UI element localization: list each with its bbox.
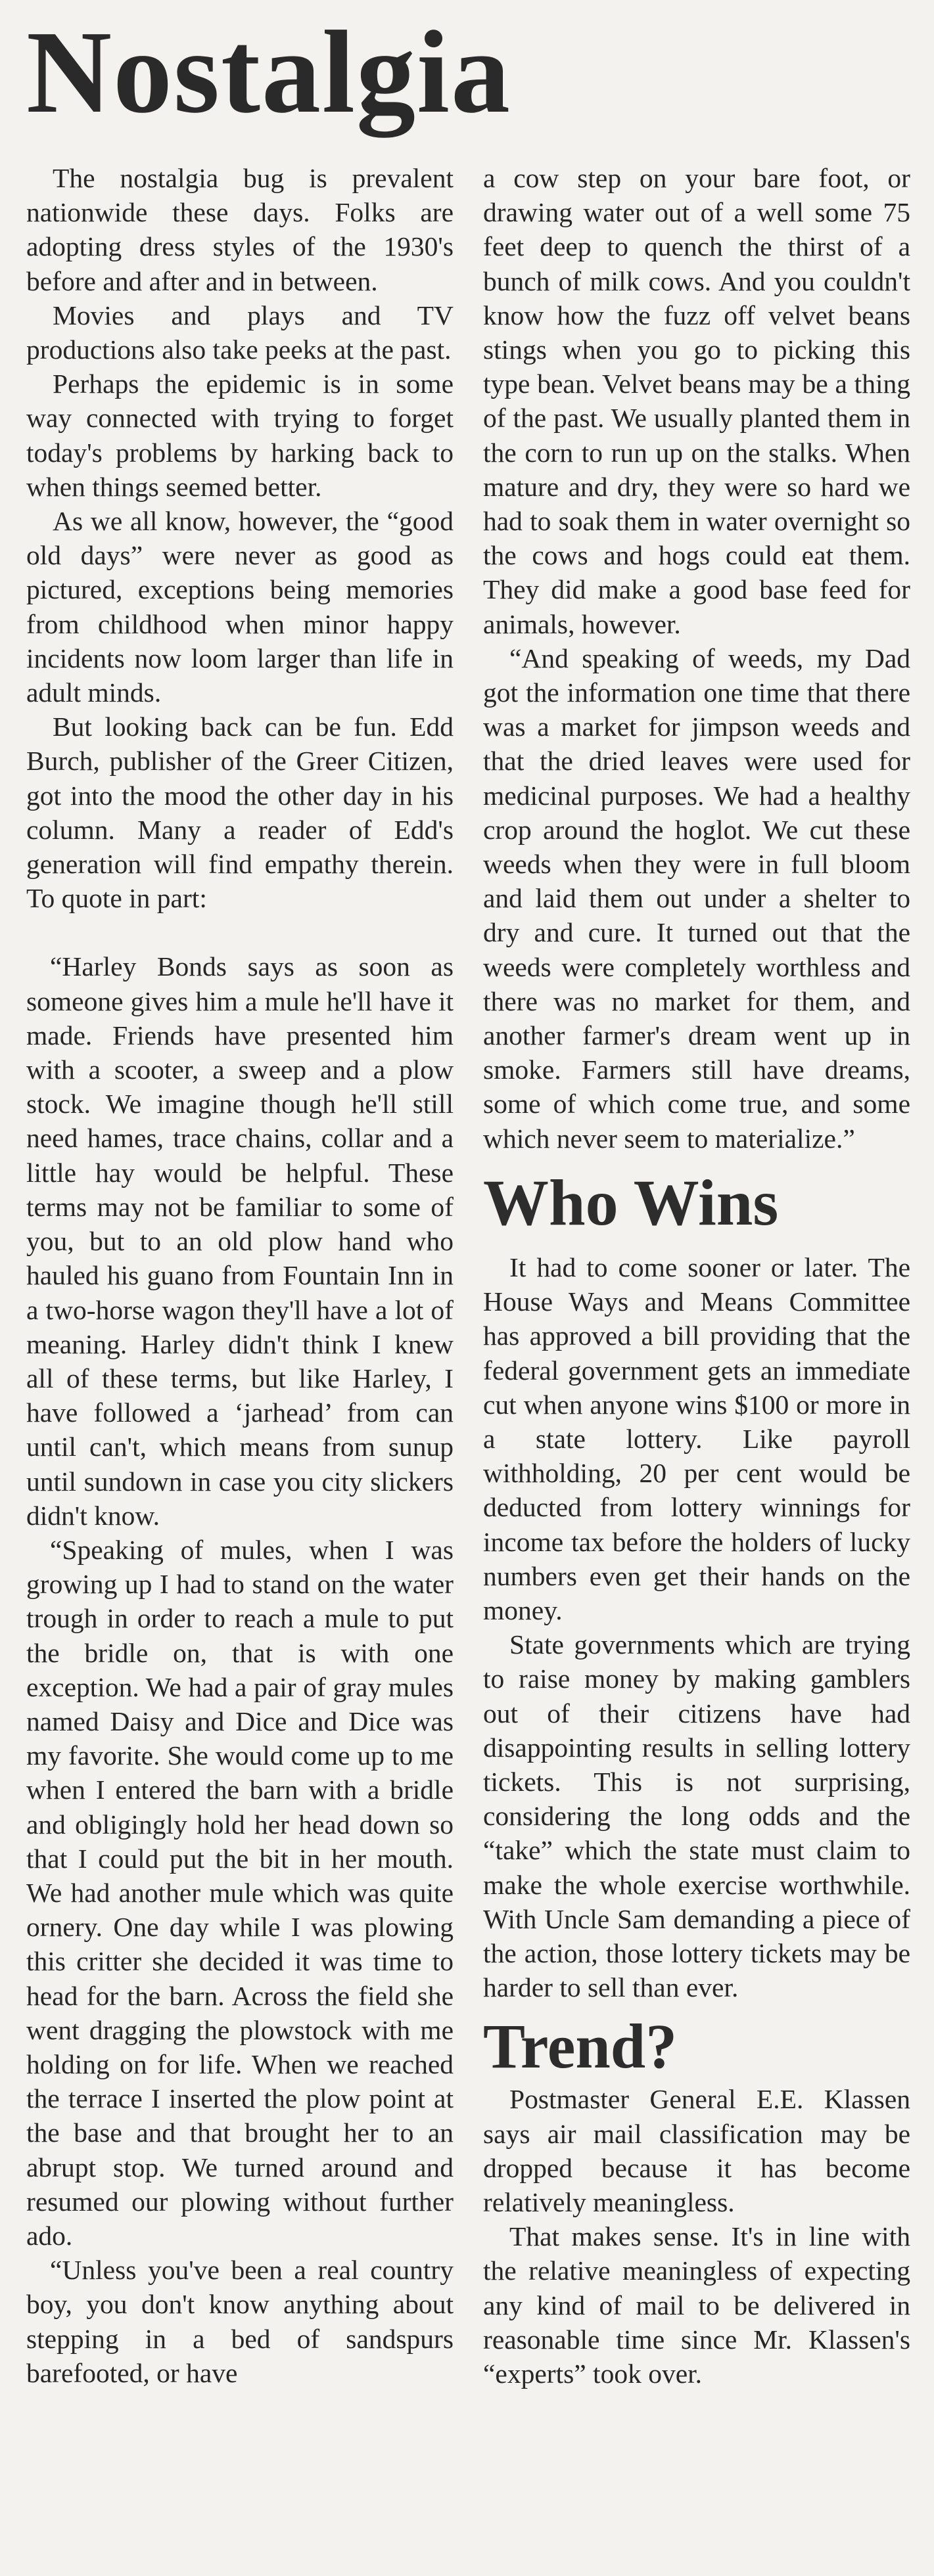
paragraph: State governments which are trying to raise money by making gamblers out of their citizens have had disappointing results in selling lottery tickets. This is not surprising, considering the long odds and the “take” which the state must claim to make the whole exercise worthwhile. With Uncle Sam demanding a piece of the action, those lottery tickets may be harder to sell than ever.: [483, 1629, 910, 2003]
quote-paragraph: “Harley Bonds says as soon as someone gives him a mule he'll have it made. Friends have presented him with a scooter, a sweep and a plow stock. We imagine though he'll still need hames, trace chains, collar and a little hay would be helpful. These terms may not be familiar to some of you, but to an old plow hand who hauled his guano from Fountain Inn in a two-horse wagon they'll have a lot of meaning. Harley didn't think I knew all of these terms, but like Harley, I have followed a ‘jarhead’ from can until can't, which means from sunup until sundown in case you city slickers didn't know.: [26, 951, 454, 1531]
paragraph: Perhaps the epidemic is in some way connected with trying to forget today's problems by harking back to when things seemed better.: [26, 369, 454, 502]
left-column: [26, 161, 454, 2390]
paragraph: The nostalgia bug is prevalent nationwide these days. Folks are adopting dress styles of the 1930's before and after and in between.: [26, 163, 454, 296]
quote-paragraph: “And speaking of weeds, my Dad got the information one time that there was a market for jimpson weeds and that the dried leaves were used for medicinal purposes. We had a healthy crop around the hoglot. We cut these weeds when they were in full bloom and laid them out under a shelter to dry and cure. It turned out that the weeds were completely worthless and there was no market for them, and another farmer's dream went up in smoke. Farmers still have dreams, some of which come true, and some which never seem to materialize.”: [483, 643, 910, 1154]
paragraph: As we all know, however, the “good old days” were never as good as pictured, exceptions being memories from childhood when minor happy incidents now loom larger than life in adult minds.: [26, 506, 454, 708]
quote-paragraph: “Unless you've been a real country boy, you don't know anything about stepping in a bed of sandspurs barefooted, or have: [26, 2255, 454, 2388]
quote-paragraph: “Speaking of mules, when I was growing up I had to stand on the water trough in order to reach a mule to put the bridle on, that is with one exception. We had a pair of gray mules named Daisy and Dice and Dice was my favorite. She would come up to me when I entered the barn with a bridle and obligingly hold her head down so that I could put the bit in her mouth. We had another mule which was quite ornery. One day while I was plowing this critter she decided it was time to head for the barn. Across the field she went dragging the plowstock with me holding on for life. When we reached the terrace I inserted the plow point at the base and that brought her to an abrupt stop. We turned around and resumed our plowing without further ado.: [26, 1534, 454, 2251]
paragraph: But looking back can be fun. Edd Burch, publisher of the Greer Citizen, got into the mood the other day in his column. Many a reader of Edd's generation will find empathy therein. To quote in part:: [26, 712, 454, 914]
paragraph: That makes sense. It's in line with the relative meaningless of expecting any kind of mail to be delivered in reasonable time since Mr. Klassen's “experts” took over.: [483, 2221, 910, 2389]
paragraph: It had to come sooner or later. The House Ways and Means Committee has approved a bill providing that the federal government gets an immediate cut when anyone wins $100 or more in a state lottery. Like payroll withholding, 20 per cent would be deducted from lottery winnings for income tax before the holders of lucky numbers even get their hands on the money.: [483, 1252, 910, 1625]
who-wins-heading: Who Wins: [483, 1165, 779, 1239]
paragraph: Movies and plays and TV productions also take peeks at the past.: [26, 300, 454, 365]
right-column: [483, 161, 910, 2391]
trend-heading: Trend?: [483, 2011, 678, 2082]
continued-paragraph: a cow step on your bare foot, or drawing water out of a well some 75 feet deep to quench the thirst of a bunch of milk cows. And you couldn't know how the fuzz off velvet beans stings when you go to picking this type bean. Velvet beans may be a thing of the past. We usually planted them in the corn to run up on the stalks. When mature and dry, they were so hard we had to soak them in water overnight so the cows and hogs could eat them. They did make a good base feed for animals, however.: [483, 163, 910, 639]
page-title: Nostalgia: [26, 7, 511, 137]
paragraph: Postmaster General E.E. Klassen says air mail classification may be dropped because it has become relatively meaningless.: [483, 2084, 910, 2217]
